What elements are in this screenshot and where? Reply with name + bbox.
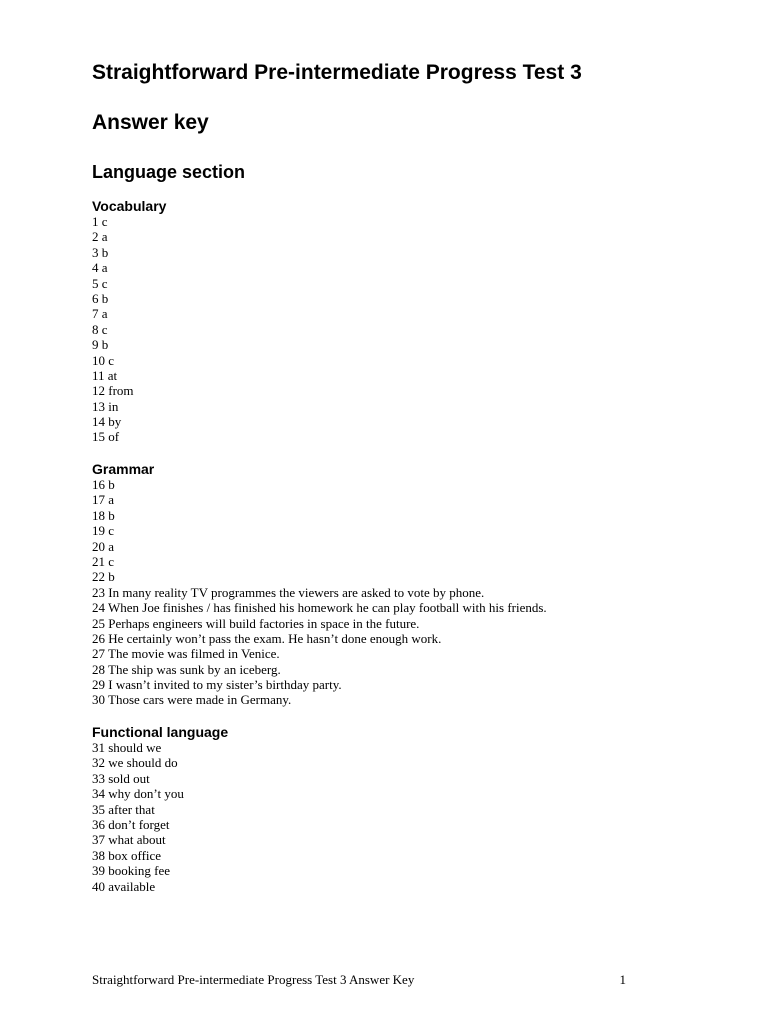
grammar-section xyxy=(92,461,692,708)
answer-item: 4 a xyxy=(92,260,108,276)
answer-item: 5 c xyxy=(92,275,108,291)
answer-item: 2 a xyxy=(92,229,108,245)
functional-language-section xyxy=(92,724,692,894)
answer-item: 14 by xyxy=(92,414,122,430)
answer-item: 7 a xyxy=(92,306,108,322)
answer-item: 32 we should do xyxy=(92,755,178,771)
answer-item: 8 c xyxy=(92,321,108,337)
answer-item: 24 When Joe finishes / has finished his homework he can play football with his friends. xyxy=(92,600,547,616)
document-title: Straightforward Pre-intermediate Progress Test 3 xyxy=(92,61,582,84)
answer-item: 33 sold out xyxy=(92,770,150,786)
answer-item: 23 In many reality TV programmes the viewers are asked to vote by phone. xyxy=(92,584,485,600)
page-number: 1 xyxy=(619,972,626,987)
answer-item: 6 b xyxy=(92,290,109,306)
answer-item: 19 c xyxy=(92,523,115,539)
answer-item: 39 booking fee xyxy=(92,863,170,879)
answer-item: 10 c xyxy=(92,352,115,368)
answer-item: 17 a xyxy=(92,492,115,508)
answer-item: 38 box office xyxy=(92,847,162,863)
answer-item: 1 c xyxy=(92,214,108,229)
vocabulary-answers xyxy=(92,214,692,445)
answer-item: 31 should we xyxy=(92,740,162,755)
answer-item: 26 He certainly won’t pass the exam. He hasn’t done enough work. xyxy=(92,630,442,646)
vocabulary-section xyxy=(92,198,692,445)
answer-item: 37 what about xyxy=(92,832,166,848)
document-subtitle: Answer key xyxy=(92,111,209,134)
grammar-title: Grammar xyxy=(92,461,155,477)
answer-item: 12 from xyxy=(92,383,134,399)
answer-item: 30 Those cars were made in Germany. xyxy=(92,692,292,708)
functional-language-title: Functional language xyxy=(92,724,229,740)
grammar-answers xyxy=(92,477,692,708)
answer-item: 20 a xyxy=(92,538,115,554)
answer-item: 13 in xyxy=(92,398,119,414)
answer-item: 34 why don’t you xyxy=(92,786,184,802)
answer-item: 9 b xyxy=(92,337,109,353)
answer-item: 3 b xyxy=(92,244,109,260)
vocabulary-title: Vocabulary xyxy=(92,198,167,214)
section-heading: Language section xyxy=(92,162,246,182)
answer-item: 35 after that xyxy=(92,801,155,817)
answer-item: 27 The movie was filmed in Venice. xyxy=(92,646,280,662)
answer-item: 40 available xyxy=(92,878,156,894)
answer-item: 22 b xyxy=(92,569,115,585)
functional-language-answers xyxy=(92,740,692,894)
answer-item: 21 c xyxy=(92,553,115,569)
answer-item: 15 of xyxy=(92,429,120,445)
page-footer xyxy=(92,972,626,988)
answer-item: 18 b xyxy=(92,507,115,523)
answer-item: 25 Perhaps engineers will build factories in space in the future. xyxy=(92,615,420,631)
answer-item: 36 don’t forget xyxy=(92,816,170,832)
answer-item: 11 at xyxy=(92,367,118,383)
footer-text: Straightforward Pre-intermediate Progress Test 3 Answer Key xyxy=(92,972,415,987)
answer-item: 16 b xyxy=(92,477,115,492)
answer-item: 29 I wasn’t invited to my sister’s birthday party. xyxy=(92,677,342,693)
answer-item: 28 The ship was sunk by an iceberg. xyxy=(92,661,281,677)
